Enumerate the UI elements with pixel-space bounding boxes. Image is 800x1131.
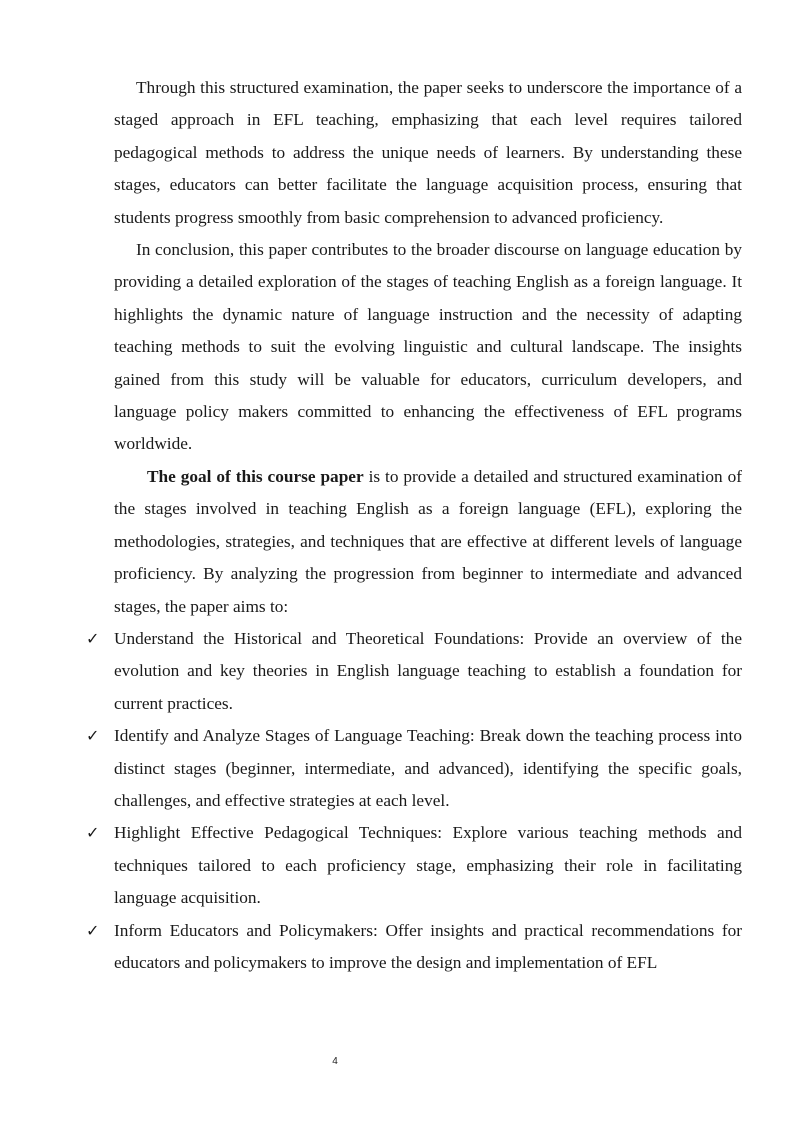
checkmark-icon: ✓ (86, 920, 100, 940)
checkmark-icon: ✓ (86, 726, 100, 746)
goal-text: is to provide a detailed and structured examination of the stages involved in teaching English as a foreign language (EFL), exploring the methodologies, strategies, and techniques that are effective at different levels of language proficiency. By analyzing the progression from beginner to intermediate and advanced stages, the paper aims to: (114, 466, 742, 616)
list-item (86, 720, 742, 817)
page-number: 4 (332, 1056, 338, 1067)
aim-text: Understand the Historical and Theoretical Foundations: Provide an overview of the evolution and key theories in English language teaching to establish a foundation for current practices. (114, 628, 742, 713)
list-item (86, 915, 742, 980)
paragraph-goal (114, 461, 742, 623)
aim-text: Identify and Analyze Stages of Language Teaching: Break down the teaching process into distinct stages (beginner, intermediate, and advanced), identifying the specific goals, challenges, and effective strategies at each level. (114, 726, 742, 810)
aim-text: Highlight Effective Pedagogical Techniques: Explore various teaching methods and techniques tailored to each proficiency stage, emphasizing their role in facilitating language acquisition. (114, 823, 742, 908)
goal-bold-lead: The goal of this course paper (147, 466, 364, 486)
paragraph-structured-examination: Through this structured examination, the paper seeks to underscore the importance of a staged approach in EFL teaching, emphasizing that each level requires tailored pedagogical methods to address the unique needs of learners. By understanding these stages, educators can better facilitate the language acquisition process, ensuring that students progress smoothly from basic comprehension to advanced proficiency. (114, 78, 742, 227)
checkmark-icon: ✓ (86, 628, 100, 648)
checkmark-icon: ✓ (86, 823, 100, 843)
aim-text: Inform Educators and Policymakers: Offer insights and practical recommendations for educators and policymakers to improve the design and implementation of EFL (114, 920, 742, 972)
list-item (86, 623, 742, 720)
list-item (86, 817, 742, 914)
aims-list (86, 623, 742, 979)
page-body (86, 72, 742, 979)
paragraph-conclusion: In conclusion, this paper contributes to the broader discourse on language education by providing a detailed exploration of the stages of teaching English as a foreign language. It highlights the dynamic nature of language instruction and the necessity of adapting teaching methods to suit the evolving linguistic and cultural landscape. The insights gained from this study will be valuable for educators, curriculum developers, and language policy makers committed to enhancing the effectiveness of EFL programs worldwide. (114, 240, 742, 454)
